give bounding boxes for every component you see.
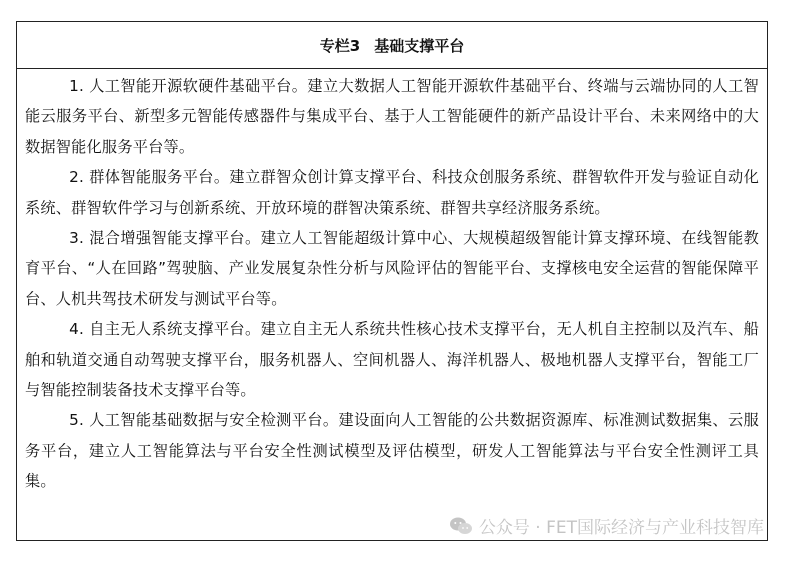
paragraph-4: 4. 自主无人系统支撑平台。建立自主无人系统共性核心技术支撑平台，无人机自主控制以及汽车、船舶和轨道交通自动驾驶支撑平台，服务机器人、空间机器人、海洋机器人、极地机器人支撑平台，智能工厂与智能控制装备技术支撑平台等。 [25,320,759,400]
column-heading: 基础支撑平台 [374,36,465,55]
paragraph-1: 1. 人工智能开源软硬件基础平台。建立大数据人工智能开源软件基础平台、终端与云端协同的人工智能云服务平台、新型多元智能传感器件与集成平台、基于人工智能硬件的新产品设计平台、未来网络中的大数据智能化服务平台等。 [25,77,759,156]
wechat-icon [449,516,473,536]
paragraph-5: 5. 人工智能基础数据与安全检测平台。建设面向人工智能的公共数据资源库、标准测试数据集、云服务平台，建立人工智能算法与平台安全性测试模型及评估模型，研发人工智能算法与平台安全性测评工具集。 [25,411,759,491]
paragraph-2: 2. 群体智能服务平台。建立群智众创计算支撑平台、科技众创服务系统、群智软件开发与验证自动化系统、群智软件学习与创新系统、开放环境的群智决策系统、群智共享经济服务系统。 [25,168,759,217]
watermark-text: 公众号 · FET国际经济与产业科技智库 [478,518,764,538]
column-label: 专栏3 [319,36,361,55]
column-box [16,21,768,541]
watermark [449,513,764,538]
column-title [17,22,767,69]
column-body [17,69,767,497]
paragraph-3: 3. 混合增强智能支撑平台。建立人工智能超级计算中心、大规模超级智能计算支撑环境、在线智能教育平台、“人在回路”驾驶脑、产业发展复杂性分析与风险评估的智能平台、支撑核电安全运营的智能保障平台、人机共驾技术研发与测试平台等。 [25,229,759,308]
